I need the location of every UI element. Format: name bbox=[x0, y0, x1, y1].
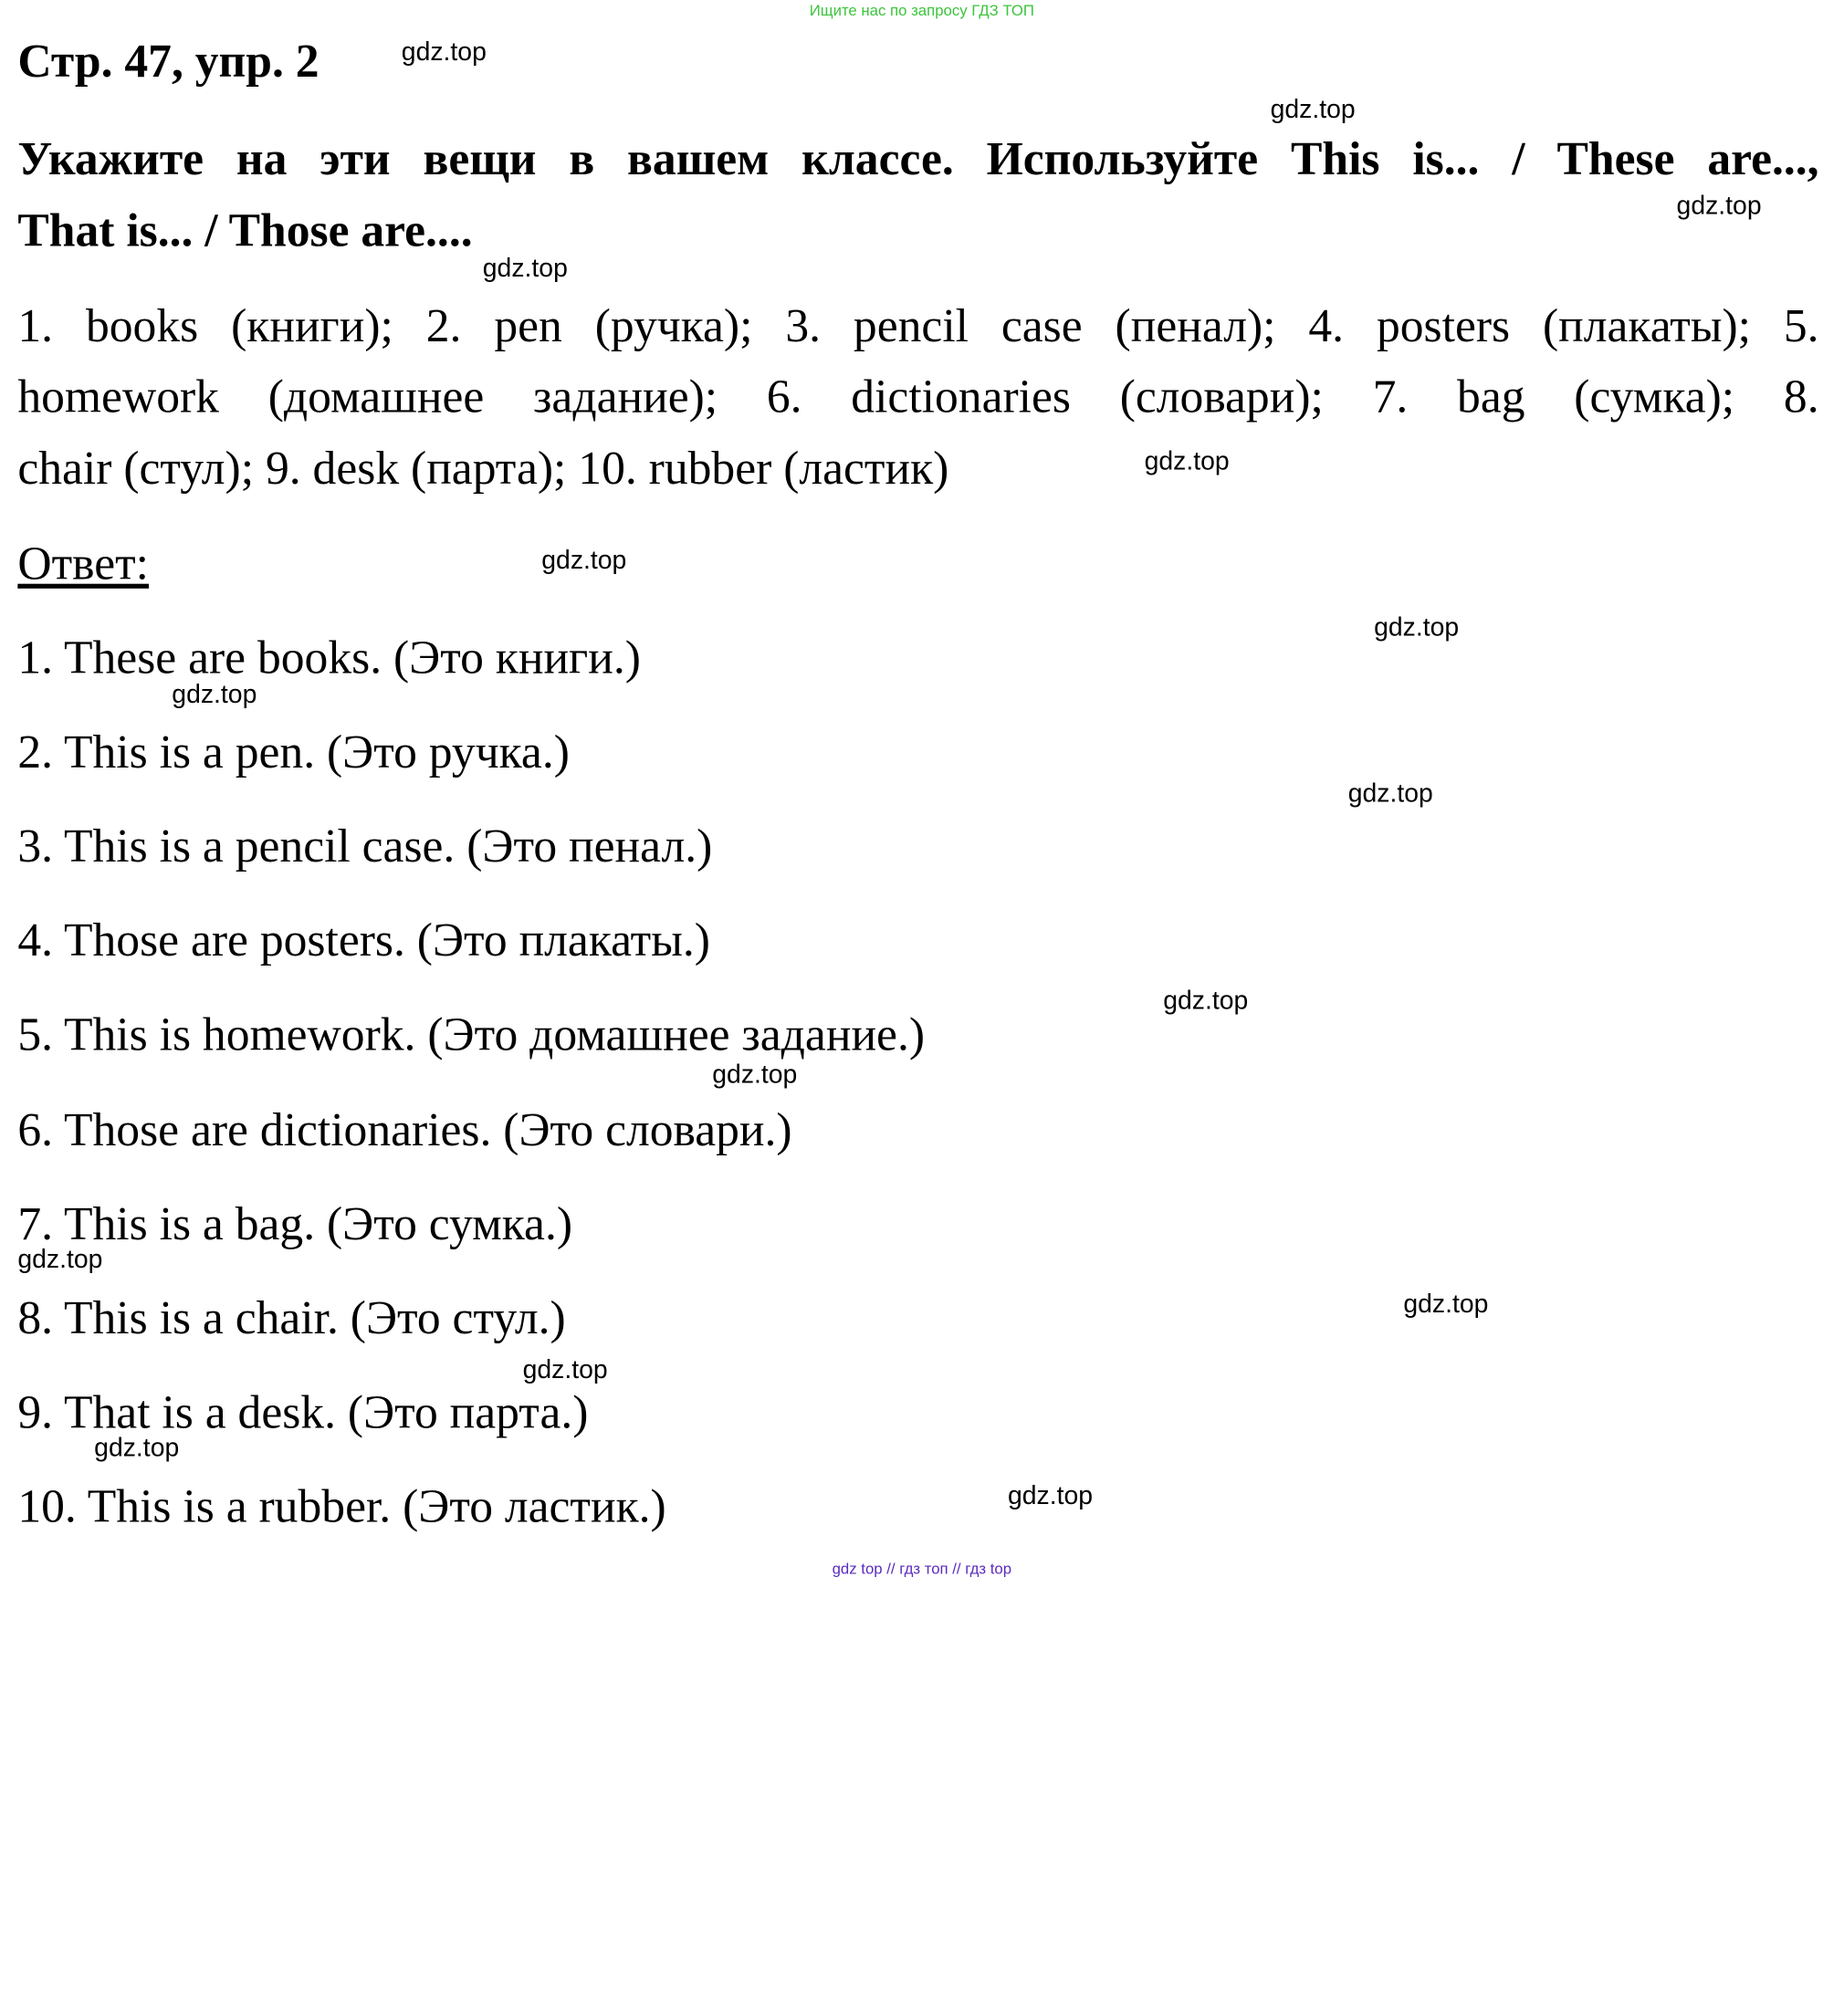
watermark: gdz.top bbox=[1403, 1289, 1489, 1319]
top-banner[interactable]: Ищите нас по запросу ГДЗ ТОП bbox=[809, 1, 1034, 19]
answer-item: 6. Those are dictionaries. (Это словари.) bbox=[17, 1102, 792, 1156]
watermark: gdz.top bbox=[541, 545, 627, 575]
page-title: Стр. 47, упр. 2 bbox=[17, 34, 320, 88]
answer-item: 1. These are books. (Это книги.) bbox=[17, 631, 641, 684]
task-instruction-line-1: Укажите на эти вещи в вашем классе. Используйте This is... / These are..., bbox=[17, 131, 1819, 185]
vocabulary-line-2: homework (домашнее задание); 6. dictionaries (словари); 7. bag (сумка); 8. bbox=[17, 369, 1819, 423]
watermark: gdz.top bbox=[1374, 611, 1460, 642]
answer-item: 8. This is a chair. (Это стул.) bbox=[17, 1290, 566, 1344]
watermark: gdz.top bbox=[482, 253, 568, 283]
vocabulary-line-1: 1. books (книги); 2. pen (ручка); 3. pencil case (пенал); 4. posters (плакаты); 5. bbox=[17, 298, 1819, 352]
answer-item: 3. This is a pencil case. (Это пенал.) bbox=[17, 819, 713, 872]
answer-item: 10. This is a rubber. (Это ластик.) bbox=[17, 1479, 666, 1533]
vocabulary-line-3: chair (стул); 9. desk (парта); 10. rubber (ластик) bbox=[17, 441, 949, 495]
answer-item: 5. This is homework. (Это домашнее задание.) bbox=[17, 1007, 926, 1061]
watermark: gdz.top bbox=[94, 1432, 180, 1462]
watermark: gdz.top bbox=[17, 1244, 103, 1274]
watermark: gdz.top bbox=[172, 679, 257, 709]
watermark: gdz.top bbox=[1676, 190, 1762, 221]
answer-item: 7. This is a bag. (Это сумка.) bbox=[17, 1196, 573, 1250]
answer-label: Ответ: bbox=[17, 537, 149, 590]
footer-links[interactable]: gdz top // гдз топ // гдз top bbox=[832, 1559, 1012, 1578]
answer-item: 2. This is a pen. (Это ручка.) bbox=[17, 725, 570, 778]
answer-item: 9. That is a desk. (Это парта.) bbox=[17, 1384, 589, 1439]
watermark: gdz.top bbox=[1007, 1480, 1094, 1510]
watermark: gdz.top bbox=[1144, 445, 1230, 476]
answer-item: 4. Those are posters. (Это плакаты.) bbox=[17, 913, 710, 966]
watermark: gdz.top bbox=[522, 1354, 608, 1384]
watermark: gdz.top bbox=[1270, 94, 1356, 124]
watermark: gdz.top bbox=[712, 1059, 798, 1089]
watermark: gdz.top bbox=[1163, 985, 1249, 1015]
task-instruction-line-2: That is... / Those are.... bbox=[17, 204, 473, 257]
watermark: gdz.top bbox=[1347, 778, 1433, 808]
watermark: gdz.top bbox=[401, 36, 487, 67]
